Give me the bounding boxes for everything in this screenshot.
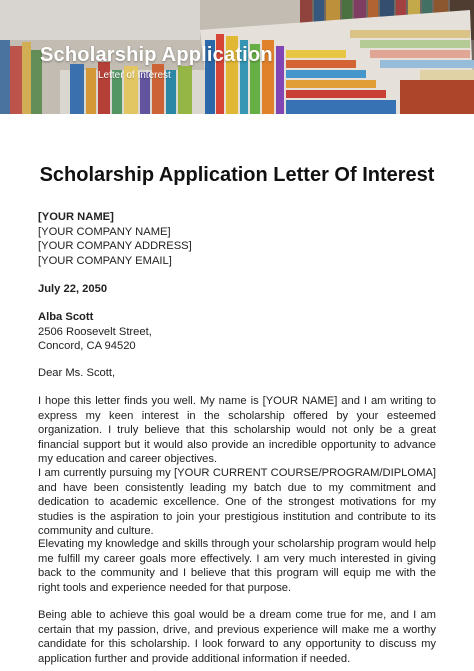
sender-address: [YOUR COMPANY ADDRESS]: [38, 240, 192, 252]
document-title: Scholarship Application Letter Of Interest: [39, 164, 435, 186]
body-paragraph-2: I am currently pursuing my [YOUR CURRENT COURSE/PROGRAM/DIPLOMA] and have been consistently leading my batch due to my commitment and dedication to academic excellence. One of the strongest motivations for my studies is the aspiration to join your prestigious institution and contribute to its community and culture.: [38, 467, 436, 537]
sender-email: [YOUR COMPANY EMAIL]: [38, 254, 172, 267]
recipient-city: Concord, CA 94520: [38, 340, 136, 352]
body-paragraph-3: Elevating my knowledge and skills through your scholarship program would help me fulfill my career goals more effectively. I am very much interested in giving back to the community and I believe that this program will equip me with the right tools and experience needed for that purpose.: [38, 538, 436, 594]
recipient-street: 2506 Roosevelt Street,: [38, 325, 152, 338]
banner-subtitle: Letter of Interest: [98, 70, 171, 81]
body-paragraph-4: Being able to achieve this goal would be a dream come true for me, and I am certain that my passion, drive, and previous experience will make me a worthy candidate for this scholarship. I look forward to any opportunity to discuss my application further and provide additional information if needed.: [38, 609, 436, 665]
banner-title: Scholarship Application: [40, 44, 273, 66]
sender-block: [38, 210, 436, 268]
letter-date: July 22, 2050: [38, 283, 108, 295]
sender-company: [YOUR COMPANY NAME]: [38, 225, 171, 238]
sender-name: [YOUR NAME]: [38, 211, 114, 223]
recipient-name: Alba Scott: [38, 311, 94, 323]
recipient-block: [38, 310, 436, 354]
header-banner: [0, 0, 474, 114]
salutation: Dear Ms. Scott,: [38, 367, 116, 379]
body-paragraph-1: I hope this letter finds you well. My name is [YOUR NAME] and I am writing to express my keen interest in the scholarship offered by your esteemed organization. I truly believe that this scholarship would not only be a great financial support but it would also provide an incredible opportunity to advance my education and career objectives.: [38, 395, 436, 465]
